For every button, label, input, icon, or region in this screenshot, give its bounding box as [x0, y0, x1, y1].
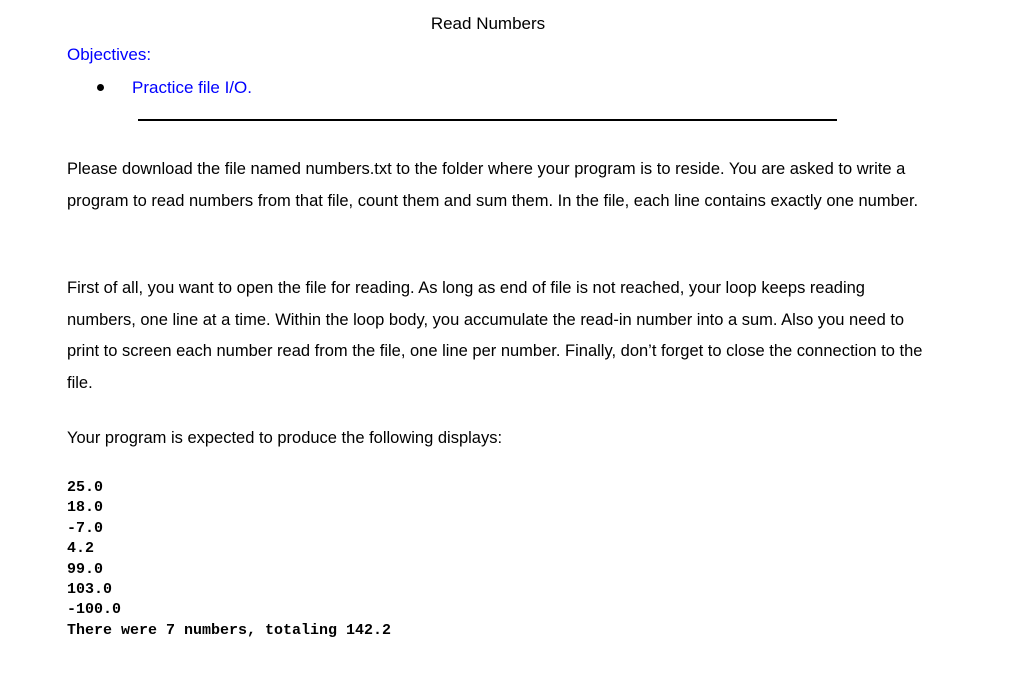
page-title: Read Numbers — [430, 14, 546, 33]
expected-output — [67, 478, 391, 641]
objective-text: Practice file I/O. — [132, 78, 252, 97]
bullet-icon — [97, 84, 104, 91]
instructions-paragraph-1: Please download the file named numbers.txt to the folder where your program is to reside. You are asked to write a program to read numbers from that file, count them and sum them. In the file, each line contains exactly one number. — [67, 160, 919, 210]
objective-item — [67, 78, 252, 98]
output-line: 99.0 — [67, 560, 104, 578]
instructions-paragraph-3: Your program is expected to produce the following displays: — [67, 429, 503, 447]
output-line: -7.0 — [67, 519, 104, 537]
output-line: 18.0 — [67, 499, 104, 517]
horizontal-divider — [138, 119, 837, 121]
output-line: 4.2 — [67, 540, 95, 558]
objectives-list — [67, 78, 252, 98]
objectives-heading: Objectives: — [67, 45, 152, 64]
output-summary-line: There were 7 numbers, totaling 142.2 — [67, 621, 392, 639]
instructions-paragraph-2: First of all, you want to open the file for reading. As long as end of file is not reached, your loop keeps reading numbers, one line at a time. Within the loop body, you accumulate the read-in number into a sum. Also you need to print to screen each number read from the file, one line per number. Finally, don’t forget to close the connection to the file. — [67, 279, 923, 392]
output-line: 103.0 — [67, 581, 113, 599]
output-line: -100.0 — [67, 601, 122, 619]
output-line: 25.0 — [67, 479, 104, 496]
